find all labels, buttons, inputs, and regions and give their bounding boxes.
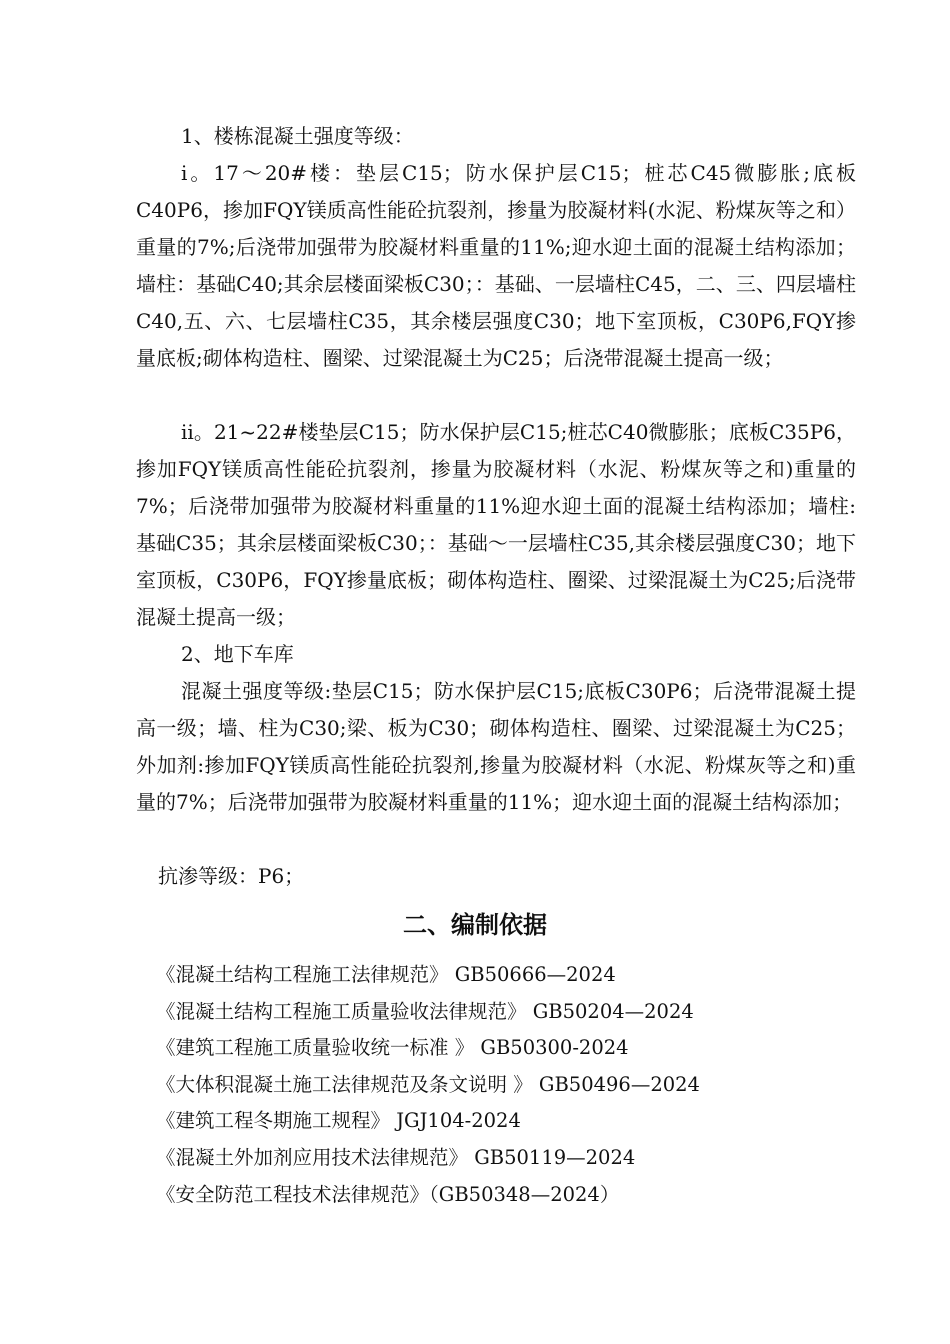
section1-heading: 1、楼栋混凝土强度等级：: [181, 124, 414, 148]
reference-item: 《建筑工程施工质量验收统一标准 》 GB50300-2024: [156, 1036, 629, 1060]
basis-title: 二、编制依据: [403, 911, 547, 939]
reference-item: 《混凝土外加剂应用技术法律规范》 GB50119—2024: [156, 1145, 636, 1169]
garage-concrete-spec: 混凝土强度等级:垫层C15；防水保护层C15;底板C30P6；后浇带混凝土提高一级；墙、柱为C30;梁、板为C30；砌体构造柱、圈梁、过梁混凝土为C25；外加剂:掺加FQY镁质高性能砼抗裂剂,掺量为胶凝材料（水泥、粉煤灰等之和)重量的7%；后浇带加强带为胶凝材料重量的11%；迎水迎土面的混凝土结构添加；: [136, 679, 856, 814]
reference-item: 《混凝土结构工程施工质量验收法律规范》 GB50204—2024: [156, 999, 694, 1023]
impermeability-grade: 抗渗等级：P6；: [158, 864, 305, 888]
reference-item: 《建筑工程冬期施工规程》 JGJ104-2024: [156, 1109, 521, 1133]
reference-item: 《安全防范工程技术法律规范》（GB50348—2024）: [156, 1182, 620, 1206]
reference-item: 《混凝土结构工程施工法律规范》 GB50666—2024: [156, 963, 616, 986]
building-17-20-spec: i。17～20#楼：垫层C15；防水保护层C15；桩芯C45微膨胀;底板C40P6，掺加FQY镁质高性能砼抗裂剂，掺量为胶凝材料(水泥、粉煤灰等之和）重量的7%;后浇带加强带为胶凝材料重量的11%;迎水迎土面的混凝土结构添加；墙柱：基础C40;其余层楼面梁板C30；：基础、一层墙柱C45，二、三、四层墙柱C40,五、六、七层墙柱C35，其余楼层强度C30；地下室顶板，C30P6,FQY掺量底板;砌体构造柱、圈梁、过梁混凝土为C25；后浇带混凝土提高一级；: [136, 161, 856, 370]
reference-list: [156, 957, 856, 1213]
building-21-22-spec: ii。21~22#楼垫层C15；防水保护层C15;桩芯C40微膨胀；底板C35P6，掺加FQY镁质高性能砼抗裂剂，掺量为胶凝材料（水泥、粉煤灰等之和)重量的7%；后浇带加强带为胶凝材料重量的11%迎水迎土面的混凝土结构添加；墙柱:基础C35；其余层楼面梁板C30；：基础～一层墙柱C35,其余楼层强度C30；地下室顶板，C30P6，FQY掺量底板；砌体构造柱、圈梁、过梁混凝土为C25;后浇带混凝土提高一级；: [136, 420, 856, 629]
reference-item: 《大体积混凝土施工法律规范及条文说明 》 GB50496—2024: [156, 1072, 700, 1096]
section2-heading: 2、地下车库: [181, 642, 294, 666]
